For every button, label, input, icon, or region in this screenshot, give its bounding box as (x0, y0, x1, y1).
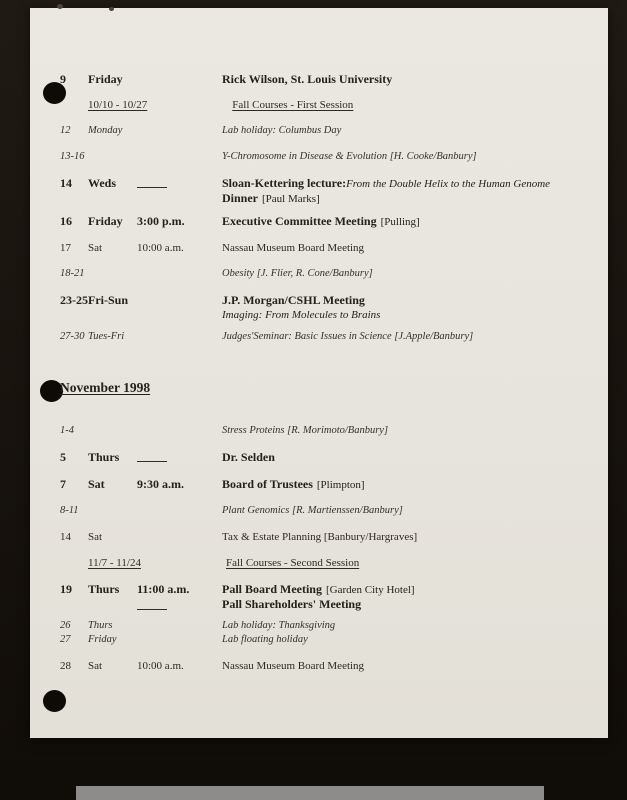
description-cell (222, 424, 590, 438)
description-text: [Pulling] (380, 216, 420, 228)
description-text: Obesity [J. Flier, R. Cone/Banbury] (222, 268, 373, 279)
description-text: Plant Genomics [R. Martienssen/Banbury] (222, 505, 403, 516)
description-text: J.P. Morgan/CSHL Meeting (222, 293, 365, 307)
description-cell (222, 450, 590, 464)
description-text: [Paul Marks] (262, 193, 320, 205)
description-text: Imaging: From Molecules to Brains (222, 309, 381, 321)
time-cell: 10:00 a.m. (137, 242, 184, 254)
description-text: Nassau Museum Board Meeting (222, 242, 365, 254)
description-cell (222, 530, 590, 544)
day-cell: Tues-Fri (88, 331, 125, 342)
description-text: Fall Courses - First Session (232, 99, 354, 111)
description-text: Fall Courses - Second Session (225, 557, 360, 569)
paper-sheet (30, 8, 608, 738)
date-cell: 12 (60, 125, 71, 136)
day-cell: Friday (88, 72, 123, 86)
time-cell: 10:00 a.m. (137, 660, 184, 672)
day-cell: Sat (88, 660, 103, 672)
schedule-row (60, 241, 590, 255)
description-cell (222, 633, 590, 647)
blank-line (137, 176, 167, 188)
description-cell (222, 241, 590, 255)
description-text: Lab floating holiday (222, 634, 308, 645)
description-cell (222, 72, 590, 86)
staple-mark (57, 4, 63, 9)
schedule-row (60, 424, 590, 438)
schedule (60, 72, 590, 685)
date-cell: 28 (60, 660, 71, 672)
description-text: Rick Wilson, St. Louis University (222, 72, 393, 86)
description-cell (222, 214, 590, 229)
day-cell: Friday (88, 214, 123, 228)
day-cell: Thurs (88, 582, 120, 596)
date-cell: 5 (60, 450, 66, 464)
time-cell (137, 450, 222, 465)
day-cell: 11/7 - 11/24 (88, 557, 141, 569)
schedule-row (60, 659, 590, 673)
time-cell: 9:30 a.m. (137, 477, 184, 491)
date-cell: 14 (60, 176, 72, 190)
schedule-row (60, 556, 590, 570)
day-cell: Sat (88, 242, 103, 254)
description-cell (222, 293, 590, 322)
description-text: Pall Shareholders' Meeting (222, 597, 362, 611)
description-cell (222, 619, 590, 633)
schedule-row (60, 293, 590, 322)
schedule-row (60, 633, 590, 647)
description-cell (226, 556, 590, 570)
description-cell (222, 659, 590, 673)
schedule-row (60, 619, 590, 633)
date-cell: 19 (60, 582, 72, 596)
description-cell (222, 176, 590, 206)
time-cell: 3:00 p.m. (137, 214, 185, 228)
section-title: November 1998 (60, 380, 151, 395)
description-text: Pall Board Meeting (222, 582, 322, 596)
description-cell (222, 477, 590, 492)
day-cell: Fri-Sun (88, 293, 129, 307)
schedule-row (60, 98, 590, 112)
date-cell: 26 (60, 620, 71, 631)
schedule-row (60, 504, 590, 518)
schedule-row (60, 176, 590, 206)
date-cell: 9 (60, 72, 66, 86)
description-text: Nassau Museum Board Meeting (222, 660, 365, 672)
time-cell: 11:00 a.m. (137, 582, 222, 610)
blank-line (137, 600, 167, 610)
schedule-row (60, 450, 590, 465)
description-cell (232, 98, 590, 112)
date-cell: 8-11 (60, 505, 79, 516)
description-text: Y-Chromosome in Disease & Evolution [H. Cooke/Banbury] (222, 151, 477, 162)
description-text: Lab holiday: Thanksgiving (222, 620, 336, 631)
date-cell: 27-30 (60, 331, 85, 342)
date-cell: 16 (60, 214, 72, 228)
description-cell (222, 150, 590, 164)
description-text: Stress Proteins [R. Morimoto/Banbury] (222, 425, 389, 436)
staple-mark (109, 7, 114, 11)
time-cell (137, 176, 222, 191)
scanner-strip (76, 786, 544, 800)
schedule-row (60, 330, 590, 344)
date-cell: 13-16 (60, 151, 85, 162)
day-cell: Weds (88, 176, 117, 190)
description-text: Board of Trustees (222, 477, 313, 491)
description-text: Dinner (222, 191, 258, 205)
description-text: Judges'Seminar: Basic Issues in Science [J.Apple/Banbury] (222, 331, 474, 342)
schedule-row (60, 582, 590, 611)
hole-punch (43, 690, 66, 712)
description-text: Executive Committee Meeting (222, 214, 377, 228)
day-cell: Thurs (88, 620, 113, 631)
description-text: Tax & Estate Planning [Banbury/Hargraves] (222, 531, 418, 543)
blank-line (137, 450, 167, 462)
schedule-row (60, 477, 590, 492)
description-text: Sloan-Kettering lecture: (222, 176, 347, 190)
description-text: [Garden City Hotel] (325, 584, 415, 596)
schedule-row (60, 214, 590, 229)
schedule-row (60, 530, 590, 544)
description-cell (222, 267, 590, 281)
day-cell: 10/10 - 10/27 (88, 99, 148, 111)
day-cell: Friday (88, 634, 117, 645)
day-cell: Thurs (88, 450, 120, 464)
description-text: [Plimpton] (316, 479, 365, 491)
schedule-row (60, 72, 590, 86)
day-cell: Sat (88, 531, 103, 543)
description-cell (222, 330, 590, 344)
description-text: Dr. Selden (222, 450, 275, 464)
schedule-row (60, 267, 590, 281)
date-cell: 7 (60, 477, 66, 491)
date-cell: 14 (60, 531, 71, 543)
description-cell (222, 582, 590, 611)
schedule-row (60, 150, 590, 164)
date-cell: 23-25 (60, 293, 88, 307)
description-cell (222, 504, 590, 518)
date-cell: 18-21 (60, 268, 85, 279)
day-cell: Monday (88, 125, 123, 136)
date-cell: 17 (60, 242, 71, 254)
description-cell (222, 124, 590, 138)
schedule-row (60, 124, 590, 138)
description-text: Lab holiday: Columbus Day (222, 125, 342, 136)
description-text: From the Double Helix to the Human Genome (346, 178, 551, 190)
date-cell: 27 (60, 634, 71, 645)
day-cell: Sat (88, 477, 105, 491)
date-cell: 1-4 (60, 425, 74, 436)
